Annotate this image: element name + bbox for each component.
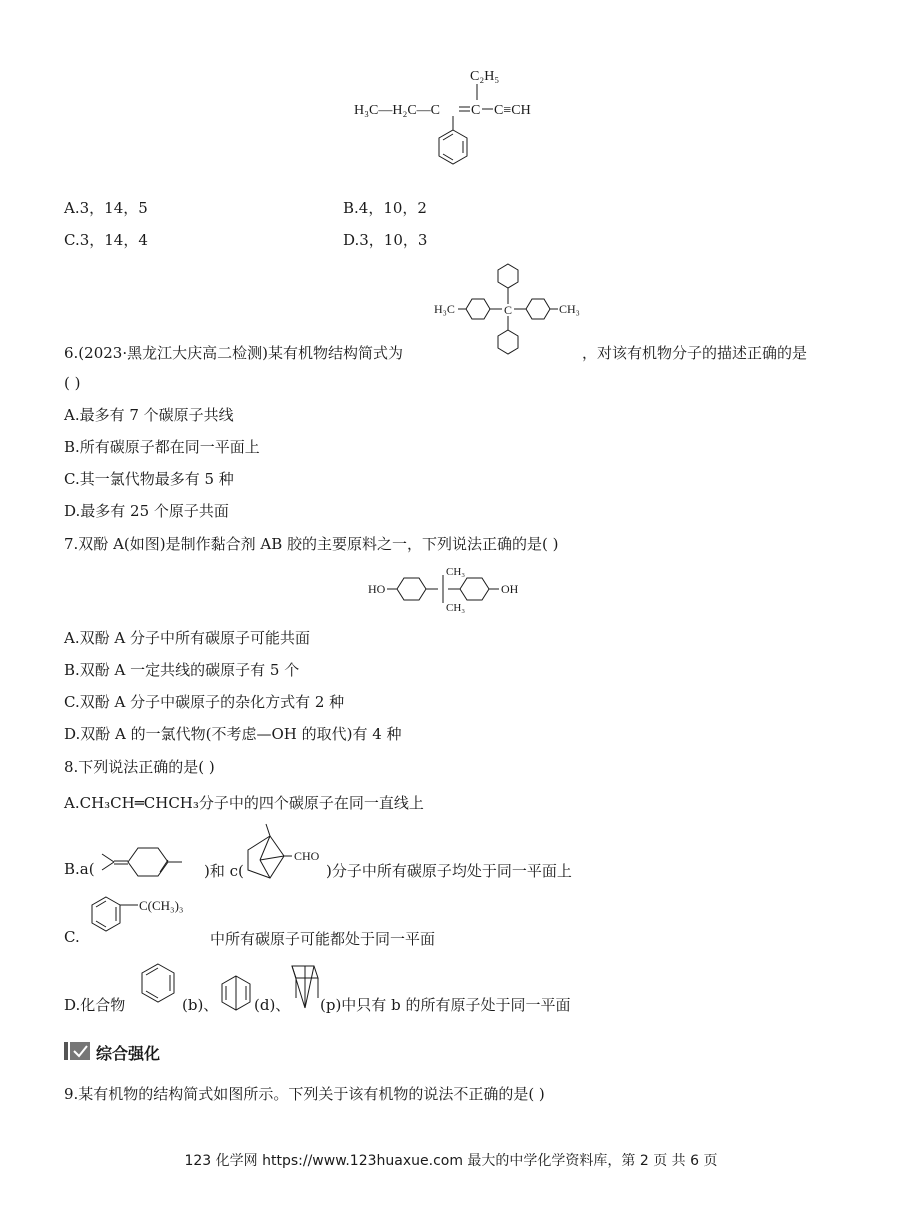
- pencil-check-icon: [64, 1042, 90, 1060]
- q7-stem: 7.双酚 A(如图)是制作黏合剂 AB 胶的主要原料之一，下列说法正确的是( ): [64, 535, 559, 553]
- q8-dewar-d-diagram: [218, 974, 254, 1014]
- q8-option-b-suffix: )分子中所有碳原子均处于同一平面上: [326, 862, 572, 880]
- q6-option-b: B.所有碳原子都在同一平面上: [64, 438, 260, 456]
- q8-option-b-mid: )和 c(: [204, 862, 244, 880]
- q5-chain-right: C≡CH: [494, 103, 531, 118]
- q8-option-d-prefix: D.化合物: [64, 996, 126, 1014]
- q8-benzene-b-diagram: [136, 962, 180, 1012]
- q9-stem: 9.某有机物的结构简式如图所示。下列关于该有机物的说法不正确的是( ): [64, 1085, 545, 1103]
- q8-stem: 8.下列说法正确的是( ): [64, 758, 215, 776]
- q5-ethyl-label: C₂H₅: [470, 69, 500, 84]
- q7-option-b: B.双酚 A 一定共线的碳原子有 5 个: [64, 661, 300, 679]
- q6-option-a: A.最多有 7 个碳原子共线: [64, 406, 234, 424]
- q7-option-a: A.双酚 A 分子中所有碳原子可能共面: [64, 629, 310, 647]
- q7-right-hydroxyl: OH: [501, 582, 519, 596]
- q5-option-a: A.3，14，5: [64, 199, 148, 217]
- q8-tert-butyl-label: C(CH₃)₃: [139, 898, 184, 913]
- q6-stem-before: 6.(2023·黑龙江大庆高二检测)某有机物结构简式为: [64, 344, 403, 362]
- q8-option-d-d: (d)、: [254, 996, 291, 1014]
- q7-option-c: C.双酚 A 分子中碳原子的杂化方式有 2 种: [64, 693, 345, 711]
- q6-left-methyl: H₃C: [434, 302, 455, 316]
- q8-compound-c-diagram: [240, 820, 330, 886]
- q7-top-methyl: CH₃: [446, 566, 466, 578]
- q6-option-c: C.其一氯代物最多有 5 种: [64, 470, 234, 488]
- q8-aldehyde-label: CHO: [294, 849, 320, 863]
- q8-option-b-prefix: B.a(: [64, 860, 95, 878]
- q5-chain-mid: C: [471, 103, 481, 118]
- q7-bisphenol-diagram: [368, 563, 548, 615]
- q8-option-d-p: (p)中只有 b 的所有原子处于同一平面: [320, 996, 571, 1014]
- q8-compound-a-diagram: [96, 836, 204, 884]
- q8-prismane-p-diagram: [288, 962, 322, 1012]
- q5-option-b: B.4，10，2: [343, 199, 427, 217]
- q8-option-c-prefix: C.: [64, 928, 80, 946]
- q6-right-methyl: CH₃: [559, 302, 580, 316]
- q6-center-carbon: C: [504, 303, 513, 317]
- page-footer: 123 化学网 https://www.123huaxue.com 最大的中学化学资料库，第 2 页 共 6 页: [184, 1153, 718, 1169]
- q5-chain-left: H₃C—H₂C—C: [354, 103, 440, 118]
- q8-option-d-b: (b)、: [182, 996, 219, 1014]
- q7-option-d: D.双酚 A 的一氯代物(不考虑—OH 的取代)有 4 种: [64, 725, 402, 743]
- q5-structure-diagram: [340, 62, 570, 187]
- q6-structure-diagram: [432, 260, 592, 360]
- q8-option-c-suffix: 中所有碳原子可能都处于同一平面: [210, 930, 436, 948]
- q6-answer-bracket: ( ): [64, 374, 81, 392]
- q5-option-c: C.3，14，4: [64, 231, 148, 249]
- q7-left-hydroxyl: HO: [368, 582, 386, 596]
- q6-option-d: D.最多有 25 个原子共面: [64, 502, 229, 520]
- section-title: 综合强化: [96, 1044, 161, 1063]
- q5-option-d: D.3，10，3: [343, 231, 428, 249]
- q7-bottom-methyl: CH₃: [446, 602, 466, 614]
- q8-tert-butylbenzene-diagram: [86, 893, 206, 947]
- q6-stem-after: ，对该有机物分子的描述正确的是: [582, 344, 808, 362]
- q8-option-a: A.CH₃CH═CHCH₃分子中的四个碳原子在同一直线上: [64, 794, 424, 812]
